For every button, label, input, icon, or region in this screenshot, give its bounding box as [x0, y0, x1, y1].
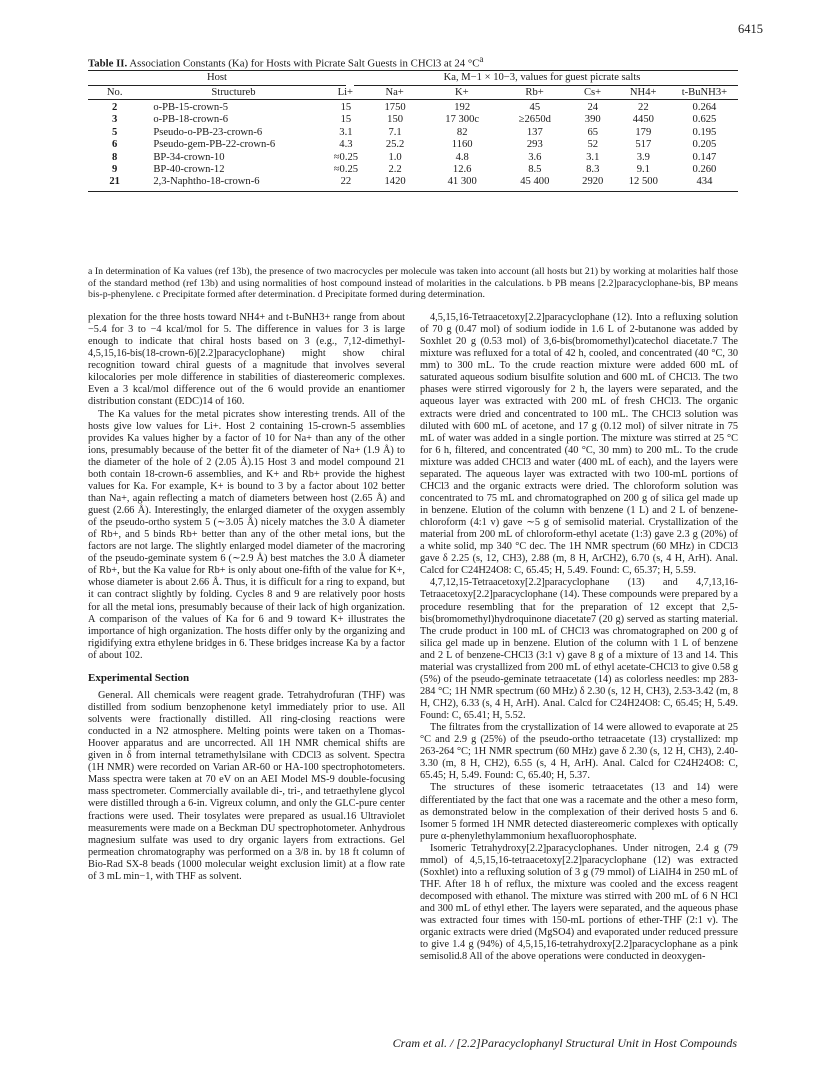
- table-cell: 15: [340, 114, 352, 126]
- table-cell: ≈0.25: [333, 151, 359, 163]
- left-paragraph-2: The Ka values for the metal picrates show interesting trends. All of the hosts give low values for Li+. Host 2 containing 15-crown-5 assemblies provides Ka values higher by a factor of 10 for Na+ than any of the other ions, presumably because of the better fit of the diameter of Na+ (1.9 Å) to the diameter of the hole of 2 (2.05 Å).15 Host 3 and model compound 21 both contain 18-crown-6 assemblies, and K+ and Rb+ provide the highest values for Ka. For example, K+ is bound to 3 by a factor about 102 better than Na+, again reflecting a match of diameters between host (2.65 Å) and guest (2.66 Å). Interestingly, the enlarged diameter of the oxygen assembly of the pseudo-ortho system 5 (∼3.05 Å) nicely matches the 3.0 Å diameter of Rb+, and 5 binds Rb+ better than any of the other metal ions, but the factors are not large. The slightly enlarged model diameter of the macroring of the pseudo-geminate system 6 (∼2.9 Å) best matches the 3.0 Å diameter of Rb+, but the Ka value for Rb+ is only about one-fifth of the value for K+, whose diameter is about 2.66 Å. Thus, it is difficult for a ring to expand, but it can contract slightly by folding. Cycles 8 and 9 are relatively poor hosts for all the metal ions, presumably because of their lack of high organization. A comparison of the values of Ka for 6 and 9 toward K+ illustrates the importance of high organization. The hosts differ only by the organizing and rigidifying extra ethylene bridges in 6. These bridges increase Ka by a factor of about 102.: [88, 408, 405, 661]
- table-cell: 4.3: [339, 139, 353, 151]
- table-row: [88, 164, 738, 176]
- left-paragraph-3: General. All chemicals were reagent grade. Tetrahydrofuran (THF) was distilled from sodium benzophenone ketyl immediately prior to use. All solvents were fractionally distilled. All ring-closing reactions were conducted in a N2 atmosphere. Melting points were taken on a Thomas-Hoover apparatus and are uncorrected. All 1H NMR chemical shifts are given in δ from internal tetramethylsilane with CDCl3 as solvent. Spectra (1H NMR) were recorded on Varian AR-60 or HA-100 spectrophotometers. Mass spectra were taken at 70 eV on an AEI Model MS-9 double-focusing mass spectrometer. Commercially available di-, tri-, and tetraethylene glycol were distilled through a 6-in. Vigreux column, and only the GLC-pure center fractions were used. Their tosylates were prepared as usual.16 Ultraviolet measurements were made on a Beckman DU spectrophotometer. Anhydrous magnesium sulfate was used to dry organic layers from extractions. Gel permeation chromatography was performed on a 3/8 in. by 18 ft column of Bio-Rad SX-8 beads (1000 molecular weight exclusion limit) at a flow rate of 3 mL min−1, with THF as solvent.: [88, 689, 405, 882]
- table-cell: 1750: [384, 102, 406, 113]
- table-cell: 22: [340, 176, 352, 188]
- table-cell: 179: [635, 126, 652, 138]
- table-cell: 390: [584, 114, 601, 126]
- table-cell: 2,3-Naphtho-18-crown-6: [153, 176, 260, 188]
- table-column-header-row: [88, 86, 738, 99]
- table-row: [88, 152, 738, 164]
- table-cell: 24: [587, 102, 599, 113]
- table-cell: 517: [635, 139, 652, 151]
- table-cell: 12 500: [628, 176, 658, 188]
- table-cell: 192: [454, 102, 471, 113]
- table-cell: 3.6: [528, 151, 542, 163]
- table-cell: 12.6: [452, 163, 472, 175]
- table-cell: o-PB-18-crown-6: [153, 114, 229, 126]
- header-host: Host: [206, 72, 227, 83]
- table-cell: 2920: [582, 176, 604, 188]
- right-column: [420, 312, 738, 963]
- col-header-li: Li+: [337, 87, 354, 98]
- table-title-label: Table II.: [88, 57, 128, 70]
- table-title: [88, 54, 483, 70]
- table-cell: 0.260: [692, 163, 717, 175]
- table-cell: 3: [112, 114, 118, 126]
- table-cell: 1160: [451, 139, 473, 151]
- table-row: [88, 127, 738, 139]
- table-cell: 9: [112, 163, 118, 175]
- table-cell: 22: [638, 102, 649, 113]
- table-cell: ≈0.25: [333, 163, 359, 175]
- col-header-cs: Cs+: [583, 87, 602, 98]
- right-paragraph-1: 4,5,15,16-Tetraacetoxy[2.2]paracyclophane (12). Into a refluxing solution of 70 g (0.47 mol) of sodium iodide in 1.6 L of 2-butanone was added by Soxhlet 20 g (0.53 mol) of 3,6-bis(bromomethyl)catechol diacetate.7 The mixture was refluxed for a total of 42 h, cooled, and concentrated (40 °C, 30 mm) to 300 mL. To the crude reaction mixture were added 600 mL of saturated aqueous sodium bisulfite solution and 600 mL of CHCl3. The two phases were stirred vigorously for 2 h, the layers were separated, and the aqueous layer was extracted with 200 mL of fresh CHCl3. The organic extracts were dried and concentrated to 100 mL. The CHCl3 solution was diluted with 600 mL of acetone, and 17 g (0.12 mol) of silver nitrate in 75 mL of water was added in a single portion. The mixture was stirred at 25 °C for 6 h, filtered, and concentrated (40 °C, 30 mm) to 200 mL. To the crude mixture was added CHCl3 and water (400 mL of each), and the layers were separated. The aqueous layer was extracted with two 100-mL portions of CHCl3 and the organic extracts were dried. The chloroform solution was concentrated to 75 mL and chromatographed on 200 g of silica gel made up in benzene. Elution of the column with benzene (1 L) and 2 L of benzene-chloroform (4:1 v) gave ∼5 g of semisolid material. Crystallization of the material from 200 mL of chloroform-ethyl acetate (1:3) gave 2.3 g (20%) of a white solid, mp 340 °C dec. The 1H NMR spectrum (60 MHz) in CDCl3 gave δ 2.25 (s, 12, CH3), 2.88 (m, 8 H, ArCH2), 6.70 (s, 4 H, ArH). Anal. Calcd for C24H24O8: C, 65.45; H, 5.49. Found: C, 65.37; H, 5.59.: [420, 312, 738, 577]
- right-paragraph-5: Isomeric Tetrahydroxy[2.2]paracyclophanes. Under nitrogen, 2.4 g (79 mmol) of 4,5,15,16-tetraacetoxy[2.2]paracyclophane (12) was extracted (Soxhlet) into a refluxing solution of 3 g (79 mmol) of LiAlH4 in 250 mL of THF. After 18 h of reflux, the mixture was cooled and the excess reagent decomposed with ethanol. The mixture was stirred with 200 mL of 6 N HCl and 300 mL of ethyl ether. The layers were separated, and the aqueous phase was extracted four times with 150-mL portions of ether-THF (2:1 v). The organic extracts were dried (MgSO4) and evaporated under reduced pressure to give 1.4 g (94%) of 4,5,15,16-tetrahydroxy[2.2]paracyclophane as a pink semisolid.8 All of the above operations were conducted in deoxygen-: [420, 842, 738, 963]
- left-paragraph-1: plexation for the three hosts toward NH4+ and t-BuNH3+ range from about −5.4 for 3 to −4 kcal/mol for 5. The difference in values for 3 is large enough to indicate that chiral hosts based on 3 (e.g., 7,12-dimethyl-4,5,15,16-bis(18-crown-6)[2.2]paracyclophane) might show chiral recognition toward chiral guests of a magnitude that involves several kilocalories per mole difference in stabilities of diastereomeric complexes. Even a 3 kcal/mol difference out of the 6 would provide an enantiomer distribution constant (EDC)14 of 160.: [88, 312, 405, 408]
- table-cell: 45 400: [520, 176, 550, 188]
- table-row: [88, 114, 738, 126]
- col-header-nh4: NH4+: [629, 87, 657, 98]
- table-cell: 1420: [384, 176, 406, 188]
- table-cell: 0.264: [692, 102, 717, 113]
- table-cell: 41 300: [447, 176, 477, 188]
- col-header-rb: Rb+: [525, 87, 544, 98]
- table-cell: 8.3: [586, 163, 600, 175]
- table-cell: 434: [696, 176, 713, 188]
- table-cell: Pseudo-o-PB-23-crown-6: [153, 126, 263, 138]
- table-title-mark: a: [479, 54, 484, 64]
- table-cell: o-PB-15-crown-5: [153, 102, 229, 113]
- table-cell: 65: [587, 126, 599, 138]
- table-cell: 8.5: [528, 163, 542, 175]
- table-footnote: a In determination of Ka values (ref 13b), the presence of two macrocycles per molecule was taken into account (all hosts but 21) by working at molarities half those of the standard method (ref 13b) and using normalities of host compound instead of molarities in the calculations. b PB means [2.2]paracyclophane-bis, BP means bis-p-phenylene. c Precipitate formed after determination. d Precipitate formed during determination.: [88, 266, 738, 301]
- table-cell: 293: [526, 139, 543, 151]
- table-cell: 3.1: [586, 151, 600, 163]
- table-body: [88, 100, 738, 189]
- table-cell: 2.2: [388, 163, 402, 175]
- table-cell: 5: [112, 126, 118, 138]
- header-ka: Ka, M−1 × 10−3, values for guest picrate salts: [443, 72, 641, 83]
- table-cell: 0.625: [692, 114, 717, 126]
- journal-footer: Cram et al. / [2.2]Paracyclophanyl Structural Unit in Host Compounds: [392, 1036, 737, 1050]
- table-cell: 0.195: [692, 126, 717, 138]
- table-cell: 0.147: [692, 151, 717, 163]
- table-cell: 82: [456, 126, 468, 138]
- table-cell: BP-40-crown-12: [153, 163, 225, 175]
- table-cell: BP-34-crown-10: [153, 151, 225, 163]
- table-cell: 6: [112, 139, 118, 151]
- table-cell: Pseudo-gem-PB-22-crown-6: [153, 139, 276, 151]
- table-cell: 7.1: [388, 126, 402, 138]
- association-constants-table: [88, 70, 738, 192]
- left-column: [88, 312, 405, 883]
- col-header-tbunh3: t-BuNH3+: [681, 87, 728, 98]
- table-cell: 4.8: [455, 151, 469, 163]
- table-cell: 3.1: [339, 126, 353, 138]
- col-header-no: No.: [106, 87, 123, 98]
- right-paragraph-4: The structures of these isomeric tetraacetates (13 and 14) were differentiated by the fact that one was a racemate and the other a meso form, as demonstrated below in the complexation of their derived hosts 5 and 6. Isomer 5 formed 1H NMR detected diastereomeric complexes with optically pure α-phenylethylammonium hexafluorophosphate.: [420, 782, 738, 842]
- table-cell: 8: [112, 151, 118, 163]
- right-paragraph-3: The filtrates from the crystallization of 14 were allowed to evaporate at 25 °C and 2.9 g (25%) of the pseudo-ortho tetraacetate (13) crystallized: mp 263-264 °C; 1H NMR spectrum (60 MHz) gave δ 2.30 (s, 12 H, CH3), 2.40-3.30 (m, 8 H, CH2), 6.55 (s, 4 H, ArH). Anal. Calcd for C24H24O8: C, 65.45; H, 5.49. Found: C, 65.40; H, 5.37.: [420, 722, 738, 782]
- table-row: [88, 139, 738, 151]
- col-header-k: K+: [455, 87, 469, 98]
- right-paragraph-2: 4,7,12,15-Tetraacetoxy[2.2]paracyclophane (13) and 4,7,13,16-Tetraacetoxy[2.2]paracyclophane (14). These compounds were prepared by a procedure resembling that for the preparation of 12 except that 2,5-bis(bromomethyl)hydroquinone diacetate7 (20 g) served as starting material. The crude product in 100 mL of CHCl3 was chromatographed on 200 g of silica gel made up in benzene. Elution of the column with 1 L of benzene and 2 L of benzene-CHCl3 (3:1 v) gave 8 g of a mixture of 13 and 14. This material was crystallized from 200 mL of ethyl acetate-CHCl3 to give 0.58 g (5%) of the pseudo-geminate tetraacetate (14) as colorless needles: mp 283-284 °C; 1H NMR spectrum (60 MHz) δ 2.30 (s, 12 H, CH3), 2.53-3.42 (m, 8 H, CH2), 6.33 (s, 4 H, ArH). Anal. Calcd for C24H24O8: C, 65.45; H, 5.49. Found: C, 65.41; H, 5.52.: [420, 577, 738, 722]
- section-heading: Experimental Section: [88, 671, 190, 684]
- table-cell: 1.0: [388, 151, 402, 163]
- col-header-structure: Structureb: [211, 87, 256, 98]
- table-cell: 2: [112, 102, 118, 113]
- table-title-text: Association Constants (Ka) for Hosts with Picrate Salt Guests in CHCl3 at 24 °C: [129, 57, 480, 70]
- table-row: [88, 102, 738, 114]
- table-cell: 150: [387, 114, 404, 126]
- page-number: 6415: [738, 22, 763, 36]
- table-cell: 52: [587, 139, 599, 151]
- table-cell: 3.9: [636, 151, 650, 163]
- table-cell: 9.1: [636, 163, 650, 175]
- table-cell: 137: [526, 126, 543, 138]
- table-cell: 17 300c: [445, 114, 480, 126]
- table-header-group-row: [88, 71, 738, 85]
- table-cell: 4450: [632, 114, 654, 126]
- table-cell: 45: [529, 102, 541, 113]
- table-cell: 25.2: [385, 139, 405, 151]
- table-cell: 15: [340, 102, 352, 113]
- col-header-na: Na+: [385, 87, 404, 98]
- table-row: [88, 176, 738, 188]
- table-cell: 21: [109, 176, 120, 188]
- table-cell: 0.205: [692, 139, 717, 151]
- table-bottom-rule: [88, 191, 738, 192]
- table-cell: ≥2650d: [518, 114, 551, 126]
